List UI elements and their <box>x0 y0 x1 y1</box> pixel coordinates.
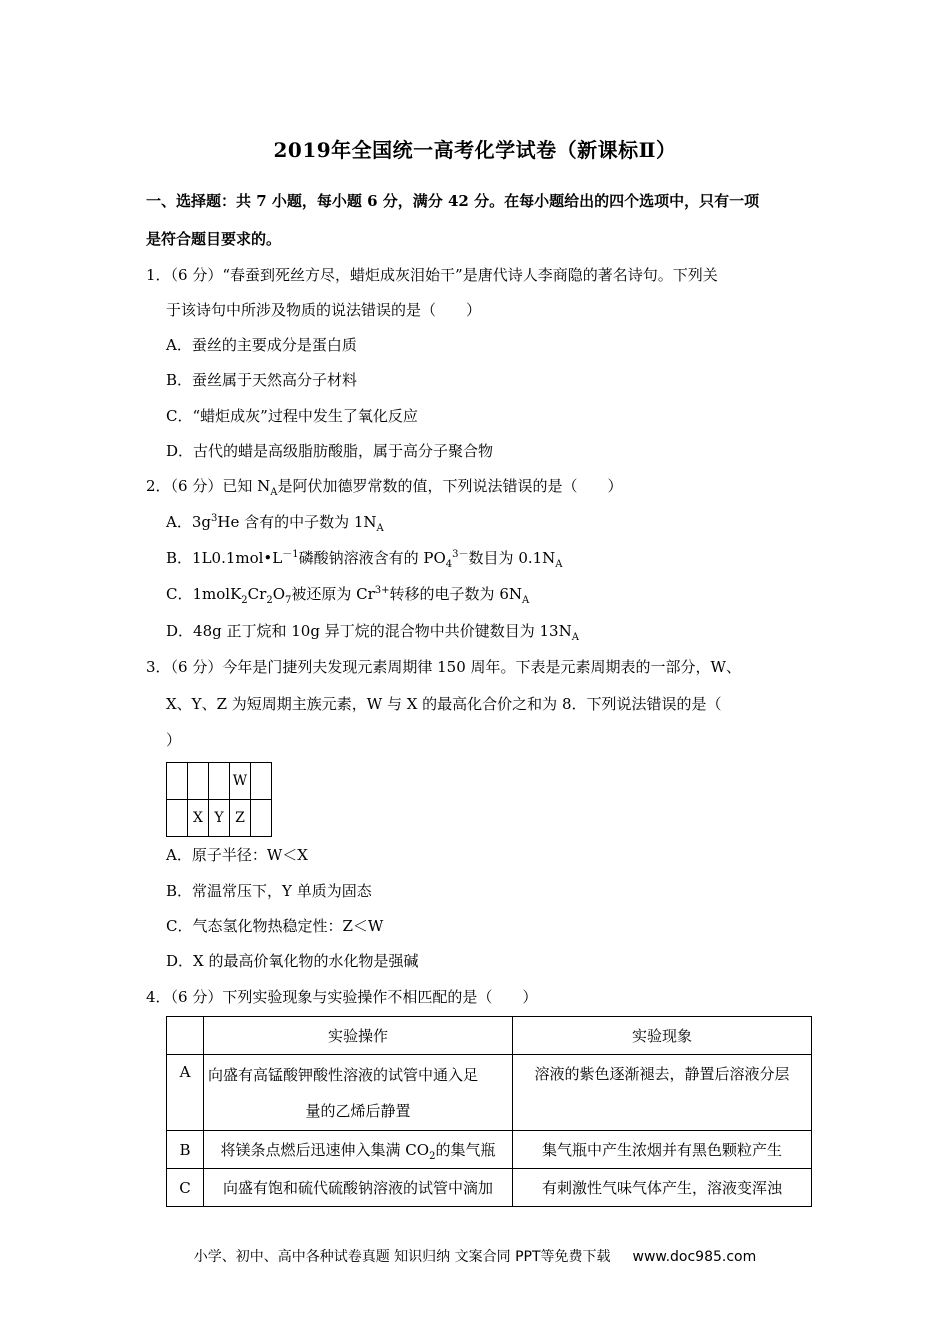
table-row <box>167 763 272 800</box>
table-header: 实验操作 <box>204 1017 513 1055</box>
q2-b-text1: B．1L0.1mol•L <box>166 549 283 567</box>
q2-c-sup: 3+ <box>374 585 390 596</box>
table-cell: Z <box>230 800 251 837</box>
table-cell: 集气瓶中产生浓烟并有黑色颗粒产生 <box>513 1131 812 1169</box>
q2-stem <box>146 475 623 496</box>
q1-option-b: B．蚕丝属于天然高分子材料 <box>166 371 358 389</box>
q2-b-sub: 4 <box>445 559 453 570</box>
q3-stem-line2: X、Y、Z 为短周期主族元素，W 与 X 的最高化合价之和为 8．下列说法错误的是（ <box>166 695 722 713</box>
row-b-operation-text: 将镁条点燃后迅速伸入集满 CO <box>220 1141 430 1159</box>
table-cell: X <box>188 800 209 837</box>
q2-a-text2: He 含有的中子数为 1N <box>217 513 377 531</box>
row-b-operation-text-post: 的集气瓶 <box>435 1141 496 1159</box>
q3-stem-line1: 3．（6 分）今年是门捷列夫发现元素周期律 150 周年。下表是元素周期表的一部分，W、 <box>146 658 741 676</box>
table-cell <box>209 763 230 800</box>
table-cell <box>251 800 272 837</box>
q1-option-c: C．“蜡炬成灰”过程中发生了氧化反应 <box>166 407 418 425</box>
section-heading-line2: 是符合题目要求的。 <box>146 230 282 248</box>
footer-text: 小学、初中、高中各种试卷真题 知识归纳 文案合同 PPT等免费下载 <box>193 1249 611 1265</box>
table-cell: Y <box>209 800 230 837</box>
periodic-table-fragment <box>166 762 272 837</box>
table-cell: 有刺激性气味气体产生，溶液变浑浊 <box>513 1169 812 1207</box>
q2-option-b <box>166 547 563 568</box>
q2-b-text3: 数目为 0.1N <box>468 549 556 567</box>
section-heading-line1: 一、选择题：共 7 小题，每小题 6 分，满分 42 分。在每小题给出的四个选项中，只有一项 <box>146 192 760 210</box>
table-row <box>167 1055 812 1131</box>
q2-b-text2: 磷酸钠溶液含有的 PO <box>298 549 446 567</box>
q2-c-sub4: A <box>521 595 530 606</box>
table-cell <box>188 763 209 800</box>
table-header <box>167 1017 204 1055</box>
table-row <box>167 1131 812 1169</box>
q3-stem-line3: ） <box>166 731 182 749</box>
q1-stem-line1: 1．（6 分）“春蚕到死丝方尽，蜡炬成灰泪始干”是唐代诗人李商隐的著名诗句。下列关 <box>146 266 718 284</box>
table-cell <box>167 763 188 800</box>
table-cell <box>167 800 188 837</box>
q2-c-text4: 被还原为 Cr <box>291 585 375 603</box>
row-label: C <box>167 1169 204 1207</box>
q2-c-sub1: 2 <box>241 595 248 606</box>
table-cell: W <box>230 763 251 800</box>
q2-c-text5: 转移的电子数为 6N <box>389 585 522 603</box>
q2-stem-sub: A <box>270 487 278 498</box>
q2-c-text3: O <box>272 585 285 603</box>
page-title: 2019年全国统一高考化学试卷（新课标Ⅱ） <box>273 138 677 162</box>
q2-c-sub2: 2 <box>266 595 273 606</box>
footer-url[interactable]: www.doc985.com <box>632 1249 757 1265</box>
table-cell: 溶液的紫色逐渐褪去，静置后溶液分层 <box>513 1055 812 1131</box>
row-label: A <box>167 1055 204 1131</box>
table-cell: 向盛有饱和硫代硫酸钠溶液的试管中滴加 <box>204 1169 513 1207</box>
q2-a-sup: 3 <box>210 513 218 524</box>
table-cell <box>251 763 272 800</box>
row-b-operation-sub: 2 <box>429 1151 436 1162</box>
q3-option-b: B．常温常压下，Y 单质为固态 <box>166 882 372 900</box>
row-a-operation-line2: 量的乙烯后静置 <box>305 1101 411 1120</box>
table-header-row <box>167 1017 812 1055</box>
table-row <box>167 1169 812 1207</box>
q2-c-text1: C．1molK <box>166 585 242 603</box>
q2-stem-text-post: 是阿伏加德罗常数的值，下列说法错误的是（ ） <box>277 477 623 495</box>
q1-option-a: A．蚕丝的主要成分是蛋白质 <box>166 336 357 354</box>
q2-b-sub2: A <box>555 559 563 570</box>
q2-option-c <box>166 583 529 604</box>
table-header: 实验现象 <box>513 1017 812 1055</box>
table-row <box>167 800 272 837</box>
table-cell <box>204 1131 513 1169</box>
q2-c-sub3: 7 <box>285 595 292 606</box>
experiment-table <box>166 1016 812 1207</box>
row-a-operation-line1: 向盛有高锰酸钾酸性溶液的试管中通入足 <box>208 1065 479 1084</box>
table-cell <box>204 1055 513 1131</box>
q1-option-d: D．古代的蜡是高级脂肪酸脂，属于高分子聚合物 <box>166 442 494 460</box>
q3-option-d: D．X 的最高价氧化物的水化物是强碱 <box>166 952 419 970</box>
q2-stem-text: 2．（6 分）已知 N <box>146 477 271 495</box>
row-label: B <box>167 1131 204 1169</box>
q2-d-sub: A <box>571 632 579 643</box>
q2-b-sup1: －1 <box>282 549 299 560</box>
q2-a-sub: A <box>376 523 384 534</box>
q2-option-a <box>166 511 384 532</box>
q2-d-text: D．48g 正丁烷和 10g 异丁烷的混合物中共价键数目为 13N <box>166 622 572 640</box>
q2-a-text1: A．3g <box>166 513 211 531</box>
page-footer <box>0 1246 950 1266</box>
q2-b-sup2: 3－ <box>452 549 469 560</box>
q3-option-a: A．原子半径：W＜X <box>166 846 308 864</box>
q1-stem-line2: 于该诗句中所涉及物质的说法错误的是（ ） <box>166 301 482 319</box>
q3-option-c: C．气态氢化物热稳定性：Z＜W <box>166 917 384 935</box>
q4-stem: 4．（6 分）下列实验现象与实验操作不相匹配的是（ ） <box>146 988 538 1006</box>
q2-c-text2: Cr <box>247 585 267 603</box>
q2-option-d <box>166 620 579 641</box>
